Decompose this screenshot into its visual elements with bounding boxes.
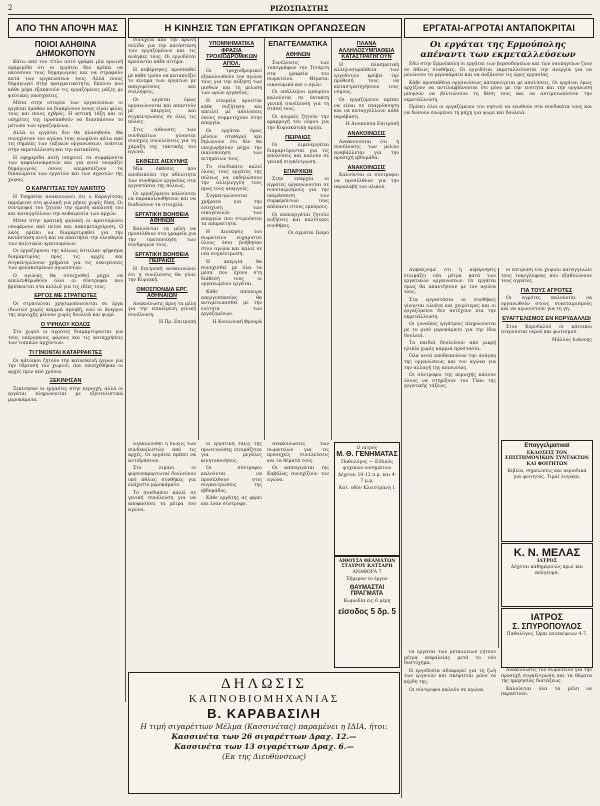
ad-doctor-desc: Παθολόγος — Ειδικός ψυχικών νοσημάτων <box>341 460 393 471</box>
article-title-professional: ΕΠΑΓΓΕΛΜΑΤΙΚΑ <box>268 41 328 48</box>
column-1: ΠΟΙΟΙ ΑΛΗΘΙΝΑ ΔΗΜΟΚΟΠΟΥΝ Κάτω από τον τίτλο αυτό γράφει μία πρωινή εφημερίδα ότι οι εργάται δεν πρέπει να ακούσουν τους δημαγωγούς και να στραφούν κατά των οργανώσεων τους. Αλλά ποιος δημαγωγεί στην πραγματικότητα; Εκείνοι που κάθε μέρα εξαπατούν τις εργαζόμενες μάζες με ψεύτικες υποσχέσεις. Μέσα στην ιστορία των οργανώσεων οι εργάται έμαθαν να διακρίνουν ποιος είναι φίλος τους και ποιος εχθρός. Η αστική τάξη και οι υπηρέτες της προσπαθούν να διασπάσουν το μέτωπο των εργαζομένων. Αλλά οι εργάται δεν θα πλανηθούν. Θα συνεχίσουν τον αγώνα τους ενωμένοι κάτω από τις σημαίες των ταξικών οργανώσεων, ενάντια στην εκμετάλλευση και την καταπίεση. Η εφημερίδα αυτή υπηρετεί τα συμφέροντα των κεφαλαιοκρατών και για αυτό ονομάζει δημαγωγούς όσους υπερασπίζουν τα δικαιώματα των εργατών και των αγροτών της χώρας. Ο ΚΑΡΑΓΙΤΣΑΣ ΤΟΥ ΛΙΑΝΤΙΤΟ Η Υπηρεσία ανακοινώνει ότι ο Καραγίτσας παρέμεινε στη φυλακή για μήνες χωρίς δίκη. Οι σύντροφοί του ζητούν την άμεση απόλυσή του και καταγγέλλουν την αυθαιρεσία των αρχών. Μέσα στην κρατική φυλακή οι κρατούμενοι υποφέρουν από πείνα και κακομεταχείριση. Ο λαός πρέπει να διαμαρτυρηθεί για την κατάσταση αυτή και να απαιτήσει την ελευθερία των πολιτικών κρατουμένων. Οι εργαζόμενοι της πόλεως έστειλαν ψήφισμα διαμαρτυρίας προς τις αρχές και συγκεντρώνουν χρήματα για τις οικογένειες των φυλακισμένων αγωνιστών. Ο αγώνας θα συνεχισθεί μέχρι να απελευθερωθούν όλοι οι σύντροφοι που βρίσκονται στα κελλιά για τις ιδέες τους. ΕΡΓΟΣ ΜΕ ΣΤΡΑΤΙΩΤΕΣ Οι στρατιώται χρησιμοποιούνται σε έργα ιδιωτών χωρίς καμμιά αμοιβή, ενώ οι άνεργοι της περιοχής μένουν χωρίς δουλειά και ψωμί. Ο ΥΨΗΛΟΥ ΚΟΛΟΣ Στο χωριό οι αγρότες διαμαρτύρονται για τους υπέρογκους φόρους και τις καταχρήσεις των τοπικών αρχόντων. ΤΙ ΓΙΝΟΝΤΑΙ ΚΑΤΑΡΡΑΚΤΕΣ Οι κάτοικοι ζητούν την κατασκευή έργων για την ύδρευση του χωριού, που υποσχέθηκαν οι αρχές πριν από χρόνια. ΞΕΚΙΝΗΣΑΝ Ξεκίνησαν οι εργασίες στην περιοχή, αλλά οι εργάται πληρώνονται με εξευτελιστικά μεροκάματα. <box>8 40 123 403</box>
column-6-top: Οι εργάται της Ερμούπολης απέναντι των εκμεταλλεύσεων Εδώ στην Ερμούπολη οι εργάται των βυρσοδεψείων και των ναυπηγείων ζουν σε άθλιες συνθήκες. Οι εργοδόται εκμεταλλεύονται την ανεργία για να μειώνουν τα μεροκάματα και να αυξάνουν τις ώρες εργασίας. Κάθε προσπάθεια οργανώσεως καταπνίγεται με απολύσεις. Οι εργάται όμως αρχίζουν να αντιλαμβάνονται ότι μόνο με την ενότητα και την οργάνωση μπορούν να βελτιώσουν τη θέση τους και να αντιμετωπίσουν την εκμετάλλευση. Πρέπει όλοι οι εργαζόμενοι του νησιού να ενωθούν στα συνδικάτα τους και να δώσουν ενωμένοι τη μάχη για ψωμί και δουλειά. <box>404 40 592 116</box>
ad-karavasilis <box>128 672 400 794</box>
signature-board: Η Διοικούσα Επιτροπή <box>345 122 399 128</box>
ad-doctor-name: Μ. Θ. ΓΕΝΗΜΑΤΑΣ <box>336 451 398 459</box>
ad-big-line4: Η τιμή σιγαρέττων Μέλμα (Κασσινέτας) παραμένει η ΙΔΙΑ, ήτοι: <box>140 722 388 731</box>
ad-big-line3: Β. ΚΑΡΑΒΑΣΙΛΗ <box>207 706 321 721</box>
ad-doctor: Ο ιατρός Μ. Θ. ΓΕΝΗΜΑΤΑΣ Παθολόγος — Ειδικός ψυχικών νοσημάτων Δέχεται 10-12 π.μ. και 4-7 μ.μ. Κατ. οδόν Κλειστράνη 1 <box>334 442 400 556</box>
ad-big-line5: Κασσινέτα των 26 σιγαρέττων Δραχ. 12.— <box>171 732 357 741</box>
ad-cinema: ΑΙΘΟΥΣΑ ΘΕΑΜΑΤΩΝ ΣΤΑΥΡΟΥ ΚΑΤΣΑΡΗ ΑΝΑΦΟΡΑ 7 Σήμερον το έργον ΘΑΥΜΑΣΤΑΙ ΠΡΑΓΜΑΤΑ Κωμωδία εις 6 μέρη είσοδος 5 δρ. 5 <box>334 556 400 668</box>
column-4-lower: Ανακοινώσεις των σωματείων για τις προσεχείς συνελεύσεις και τα θέματά τους. Οι καπνεργάται της Καβάλας συνεχίζουν τον αγώνα. <box>267 442 329 483</box>
subheading-karagitsas: Ο ΚΑΡΑΓΙΤΣΑΣ ΤΟΥ ΛΙΑΝΤΙΤΟ <box>25 186 106 193</box>
column-6-right: Η επιτροπή του χωριού καταγγέλλει τους τοκογλύφους που εξαθλιώνουν τους αγρότες. ΓΙΑ ΤΟΥΣ ΑΓΡΟΤΕΣ Οι αγρότες καλούνται να οργανωθούν στους συνεταιρισμούς και να αγωνιστούν για τη γη. ΕΥΑΓΓΕΛΙΣΜΟΣ ΕΝ ΚΟΡΥΔΑΛΛΩΙ Στον Κορυδαλλό οι κάτοικοι στερούνται νερού και φωτισμού. Μάλλος Ιωάννης <box>501 268 592 343</box>
ad-cinema-show: ΘΑΥΜΑΣΤΑΙ ΠΡΑΓΜΑΤΑ <box>349 584 385 597</box>
ad-big-line6: Κασσινέτα των 13 σιγαρέττων Δραχ. 6.— <box>174 742 354 751</box>
subheading-provinces: ΕΠΑΡΧΙΩΝ <box>283 168 313 175</box>
subheading-farmers: ΓΙΑ ΤΟΥΣ ΑΓΡΟΤΕΣ <box>520 287 573 294</box>
section-header-our-view: ΑΠΟ ΤΗΝ ΑΠΟΨΗ ΜΑΣ <box>8 18 126 38</box>
subheading-announcement-1: ΑΝΑΚΟΙΝΩΣΙΣ <box>347 131 386 138</box>
ad-iatros: ΙΑΤΡΟΣ Σ. ΣΠΥΡΟΠΟΥΛΟΣ Παθολόγος. Ώραι επισκέψεων 4-7. <box>501 608 593 668</box>
subheading-announcement-2: ΑΝΑΚΟΙΝΩΣΙΣ <box>347 164 386 171</box>
subheading-piraeus: ΠΕΙΡΑΙΩΣ <box>285 134 311 141</box>
signature-farmers: Οι αγρόται Ιλαμό <box>288 231 329 237</box>
ad-big-line2: ΚΑΠΝΟΒΙΟΜΗΧΑΝΙΑΣ <box>188 693 340 705</box>
subheading-workers-aid-athens: ΕΡΓΑΤΙΚΗ ΒΟΗΘΕΙΑ ΑΘΗΝΩΝ <box>135 211 189 225</box>
page-number: 2 <box>8 4 13 12</box>
subheading-federation: ΟΜΟΣΠΟΝΔΙΑ ΕΡΓ. ΑΘΗΝΑΙΩΝ <box>136 286 188 300</box>
subheading-exhibition: ΕΚΘΕΣΙΣ ΑΙΣΧΥΝΗΣ <box>135 158 189 165</box>
ad-cinema-address: ΑΝΑΦΟΡΑ 7 <box>352 569 382 575</box>
article-title-solidarity: ΠΛΑΝΑ ΑΛΛΗΛΟΣΥΜΠΑΘΕΙΑ ΚΑΤΑΣΤΡΑΤΗΓΟΥΝ <box>338 41 395 60</box>
ad-melas-name: Κ. Ν. ΜΕΛΑΣ <box>513 547 581 559</box>
column-3: ΥΠΟΜΝΗΜΑΤΙΚΑ ΦΡΑΣΙΑ ΤΡΟΧΙΟΔΡΟΜΙΚΩΝ ΑΠΟΛ. Οι τροχιοδρομικοί εξακολουθούν τον αγώνα τους για την αύξηση των μισθών και τη μείωση των ωρών εργασίας. Η εταιρεία αρνείται κάθε συζήτηση και απειλεί με απολύσεις όσους συμμετέχουν στην απεργία. Οι εργάται όμως μένουν σταθεροί και δηλώνουν ότι δεν θα υποχωρήσουν μέχρι την ικανοποίηση των αιτημάτων τους. Το συνδικάτο καλεί όλους τους εργάτες της πόλεως να εκδηλώσουν την αλληλεγγύη τους προς τους απεργούς. Συγκεντρώνονται χρήματα για την ενίσχυση των οικογενειών των απεργών που στερούνται τα απαραίτητα. Η Διοίκησις του σωματείου ευχαριστεί όλους όσοι βοήθησαν στον αγώνα και καλεί σε νέα συγκέντρωση. Η απεργία θα συνεχισθεί με όλα τα μέσα που έχουν στη διάθεσή τους οι οργανωμένοι εργάται. Κάθε απόπειρα απεργοσπασίας θα αντιμετωπισθεί με την ενότητα των εργαζομένων. Η Κοινωνική Φρουρά <box>201 41 262 325</box>
section-header-labor-movement: Η ΚΙΝΗΣΙΣ ΤΩΝ ΕΡΓΑΤΙΚΩΝ ΟΡΓΑΝΩΣΕΩΝ <box>128 18 402 38</box>
column-6-lower: Οι εργάται των μεταλλείων ζητούν μέτρα ασφαλείας μετά το νέο δυστύχημα. Η εργοδοσία αδιαφορεί για τη ζωή των εργατών και σκέφτεται μόνο τα κέρδη της. Οι σύντροφοι καλούν σε αγώνα. <box>404 650 496 693</box>
ad-big-line7: (Εκ της Διευθύνσεως) <box>222 752 306 761</box>
article-title-tram-workers: ΥΠΟΜΝΗΜΑΤΙΚΑ ΦΡΑΣΙΑ ΤΡΟΧΙΟΔΡΟΜΙΚΩΝ ΑΠΟΛ. <box>206 41 257 67</box>
ad-cinema-entry: είσοδος 5 δρ. 5 <box>338 607 396 617</box>
ad-scientific-editions: Επαγγελματικαί ΕΚΔΟΣΕΙΣ ΤΟΝ ΕΠΙΣΤΗΜΟΝΙΚΩΝ ΣΥΝΤΑΚΤΩΝ ΚΑΙ ΦΟΙΤΗΤΩΝ Βιβλία, σημειώσεις και περιοδικά για φοιτητάς. Τιμαί λογικαί. <box>501 440 593 542</box>
ad-kiosk-subtitle: ΕΚΔΟΣΕΙΣ ΤΟΝ ΕΠΙΣΤΗΜΟΝΙΚΩΝ ΣΥΝΤΑΚΤΩΝ ΚΑΙ ΦΟΙΤΗΤΩΝ <box>505 451 589 467</box>
ad-iatros-name: Σ. ΣΠΥΡΟΠΟΥΛΟΣ <box>512 622 582 631</box>
ad-kiosk-title: Επαγγελματικαί <box>524 443 570 449</box>
section-header-correspondents: ΕΡΓΑΤΑΙ-ΑΓΡΟΤΑΙ ΑΝΤΑΠΟΚΡΙΤΑΙ <box>404 18 594 38</box>
subheading-korydallos: ΕΥΑΓΓΕΛΙΣΜΟΣ ΕΝ ΚΟΡΥΔΑΛΛΩΙ <box>502 316 591 323</box>
subheading-started: ΞΕΚΙΝΗΣΑΝ <box>49 378 82 385</box>
article-title-ermoupolis: Οι εργάται της Ερμούπολης απέναντι των εκμεταλλεύσεων <box>420 40 576 60</box>
column-4: ΕΠΑΓΓΕΛΜΑΤΙΚΑ ΑΘΗΝΩΝ Συνέλευσις των τυπογράφων την Τετάρτη στα γραφεία του σωματείου. Θέματα: οικονομικά και ο αγών. Οι υπάλληλοι εμπορίου καλούνται σε έκτακτη γενική συνέλευση για τη στάση τους. Οι κουρείς ζητούν την εφαρμογή του νόμου για την Κυριακάτικη αργία. ΠΕΙΡΑΙΩΣ Οι λιμενεργάται διαμαρτύρονται για τις απολύσεις και καλούν σε γενική συγκέντρωση. ΕΠΑΡΧΙΩΝ Στην επαρχία οι αγρότες οργανώνονται σε συνεταιρισμούς για την υπεράσπιση των συμφερόντων τους απέναντι στους εμπόρους. Οι καπνεργάται ζητούν αυξήσεις και καλύτερες συνθήκες. Οι αγρόται Ιλαμό <box>267 41 329 237</box>
subheading-waterfalls: ΤΙ ΓΙΝΟΝΤΑΙ ΚΑΤΑΡΡΑΚΤΕΣ <box>28 350 103 357</box>
ad-melas-line: ΙΑΤΡΟΣ <box>537 559 557 564</box>
subheading-workers-aid-piraeus: ΕΡΓΑΤΙΚΗ ΒΟΗΘΕΙΑ ΠΕΙΡΑΙΩΣ <box>135 251 189 265</box>
subheading-athens: ΑΘΗΝΩΝ <box>285 52 311 58</box>
column-3-lower: Η εργατική τάξις της πρωτευούσης ετοιμάζεται για μεγάλες κινητοποιήσεις. Οι σύντροφοι καλούνται να προσέλθουν στις συγκεντρώσεις της εβδομάδος. Κάθε εργάτης ας φέρει και έναν σύντροφο. <box>201 442 262 507</box>
subheading-soldiers: ΕΡΓΟΣ ΜΕ ΣΤΡΑΤΙΩΤΕΣ <box>34 293 97 300</box>
ad-cinema-title: ΑΙΘΟΥΣΑ ΘΕΑΜΑΤΩΝ ΣΤΑΥΡΟΥ ΚΑΤΣΑΡΗ <box>338 559 396 570</box>
masthead: ΡΙΖΟΣΠΑΣΤΗΣ <box>270 3 329 13</box>
ad-doctor-address: Κατ. οδόν Κλειστράνη 1 <box>338 486 396 492</box>
column-6-lower-right: Ανακοίνωσις του σωματείου για την προσεχή συγκέντρωση και τα θέματα της ημερησίας διατάξεως. Καλούνται όλα τα μέλη να παραστούν. <box>501 668 592 698</box>
ad-doctor-heading: Ο ιατρός <box>356 446 378 451</box>
signature-guard: Η Κοινωνική Φρουρά <box>212 319 262 325</box>
column-2-lower: Εξακολουθεί η δίωξις των συνδικαλιστών από τις αρχές. Οι εργάται πρέπει να αντιδράσουν. Στο λιμάνι οι φορτοεκφορτωταί δουλεύουν υπό άθλιες συνθήκες για ελάχιστο μεροκάματο. Το συνδικάτο καλεί σε γενική συνέλευση για να αποφασίσει τα μέτρα του αγώνα. <box>128 442 196 513</box>
subheading-kolos: Ο ΥΨΗΛΟΥ ΚΟΛΟΣ <box>40 321 91 328</box>
article-title-demagogues: ΠΟΙΟΙ ΑΛΗΘΙΝΑ ΔΗΜΟΚΟΠΟΥΝ <box>34 40 97 58</box>
column-5: ΠΛΑΝΑ ΑΛΛΗΛΟΣΥΜΠΑΘΕΙΑ ΚΑΤΑΣΤΡΑΤΗΓΟΥΝ Η πλασματική αλληλοσυμπάθεια των εργοδοτών κρύβει την πρόθεσή τους να καταστρατηγήσουν τους νόμους. Οι εργαζόμενοι πρέπει να είναι σε επαγρύπνηση και να καταγγέλλουν κάθε παράβαση. Η Διοικούσα Επιτροπή ΑΝΑΚΟΙΝΩΣΙΣ Ανακοινούται ότι η συνέλευσις των μελών αναβάλλεται για την προσεχή εβδομάδα. ΑΝΑΚΟΙΝΩΣΙΣ Καλούνται οι σύντροφοι να προσέλθουν για την παραλαβή του υλικού. <box>334 41 399 190</box>
ad-iatros-title: ΙΑΤΡΟΣ <box>530 612 564 622</box>
page-top-line <box>8 2 592 15</box>
ad-melas: Κ. Ν. ΜΕΛΑΣ ΙΑΤΡΟΣ Δέχεται καθημερινώς πρωί και απόγευμα. <box>501 543 593 607</box>
ad-big-line1: ΔΗΛΩΣΙΣ <box>221 676 307 692</box>
column-2: συνέχεια από την πρώτη σελίδα για την κατάσταση των εργαζομένων και τις ανάγκες τους. Οι εργοδόται αρνούνται κάθε αίτημα. Η κυβέρνησις προσπαθεί με κάθε τρόπο να καταπνίξει το κίνημα των εργατών με απαγορεύσεις και συλλήψεις. Οι εργάται όμως οργανώνονται και απαντούν με απεργίες και συγκεντρώσεις σε όλες τις πόλεις. Στις αίθουσες των συνδικάτων γίνονται συνεχώς συνελεύσεις για τη χάραξη της τακτικής του αγώνα. ΕΚΘΕΣΙΣ ΑΙΣΧΥΝΗΣ Μία έκθεσις που αποδεικνύει την αθλιότητα των συνθηκών εργασίας στα εργοστάσια της πόλεως. Οι εργαζόμενοι καλούνται να παρακολουθήσουν και να διαδώσουν τα στοιχεία. ΕΡΓΑΤΙΚΗ ΒΟΗΘΕΙΑ ΑΘΗΝΩΝ Καλούνται τα μέλη να προσέλθουν στα γραφεία για την τακτοποίηση των συνδρομών τους. ΕΡΓΑΤΙΚΗ ΒΟΗΘΕΙΑ ΠΕΙΡΑΙΩΣ Η Επιτροπή ανακοινώνει ότι η συνέλευσις θα γίνει την Κυριακή. ΟΜΟΣΠΟΝΔΙΑ ΕΡΓ. ΑΘΗΝΑΙΩΝ Ανακοίνωσις προς τα μέλη για την επικείμενη γενική συνέλευση. Η Πρ. Επιτροπή <box>128 38 196 326</box>
column-6-left: Διαβάζουμε ότι η κυβέρνησις ετοιμάζει νέα μέτρα κατά των εργατικών οργανώσεων. Οι εργάται όμως θα απαντήσουν με τον αγώνα τους. Στα εργοστάσια οι συνθήκες γίνονται ολοένα και χειρότερες και οι εργαζόμενοι δεν αντέχουν πια την εκμετάλλευση. Οι γυναίκες εργάτριες πληρώνονται με το μισό μεροκάματο για την ίδια δουλειά. Τα παιδιά δουλεύουν από μικρή ηλικία χωρίς καμμιά προστασία. Όλα αυτά αποδεικνύουν την ανάγκη της οργανώσεως και του αγώνα για την αλλαγή της κοινωνίας. Οι σύντροφοι της περιοχής καλούν όλους να στηρίξουν τον Τύπο της εργατικής τάξεως. <box>404 268 496 390</box>
signature-committee: Η Πρ. Επιτροπή <box>158 320 196 326</box>
signature-mallos: Μάλλος Ιωάννης <box>551 337 592 343</box>
